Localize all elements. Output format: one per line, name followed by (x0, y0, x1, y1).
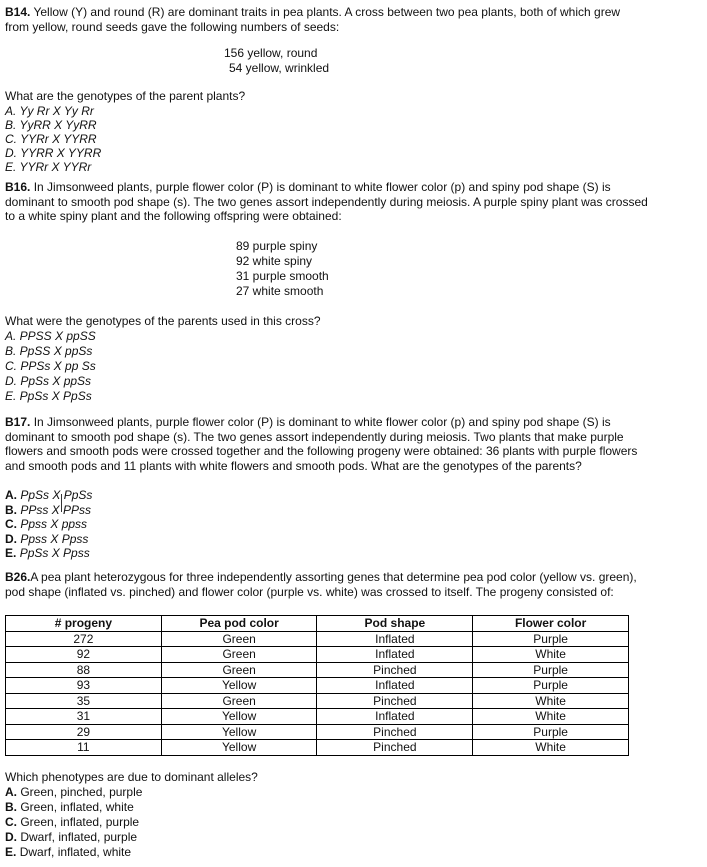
question-b17 (5, 415, 637, 473)
question-intro: Yellow (Y) and round (R) are dominant traits in pea plants. A cross between two pea plants, both of which grew (33, 5, 621, 19)
option-text: PpSs X PpSs (20, 488, 93, 502)
option-letter: C. (5, 517, 17, 531)
answer-option: C. PPSs X pp Ss (5, 359, 96, 373)
table-cell: White (473, 740, 629, 756)
count-line: 31 purple smooth (236, 269, 329, 283)
count-line: 27 white smooth (236, 284, 324, 298)
table-cell: Pinched (317, 740, 473, 756)
question-intro: In Jimsonweed plants, purple flower color (P) is dominant to white flower color (p) and spiny pod shape (S) is (33, 415, 611, 429)
count-line: 89 purple spiny (236, 239, 318, 253)
question-number: B17. (5, 415, 31, 429)
column-header: Pod shape (317, 616, 473, 632)
option-text: Dwarf, inflated, white (19, 845, 132, 859)
answer-option: C. YYRr X YYRR (5, 131, 97, 146)
table-cell: Inflated (317, 709, 473, 725)
table-cell: Pinched (317, 724, 473, 740)
table-cell: White (473, 709, 629, 725)
seed-counts (224, 46, 329, 76)
table-row (6, 631, 629, 647)
question-number: B26. (5, 570, 31, 584)
question-number: B16. (5, 180, 31, 194)
question-prompt: Which phenotypes are due to dominant alleles? (5, 770, 258, 784)
table-cell: Inflated (317, 631, 473, 647)
table-cell: Yellow (161, 740, 317, 756)
column-header: Pea pod color (161, 616, 317, 632)
table-row (6, 662, 629, 678)
option-letter: D. (5, 531, 17, 546)
option-text: Dwarf, inflated, purple (20, 830, 138, 844)
table-cell: Yellow (161, 724, 317, 740)
table-cell: Yellow (161, 678, 317, 694)
column-header: Flower color (473, 616, 629, 632)
question-number: B14. (5, 5, 31, 19)
question-prompt: What are the genotypes of the parent plants? (5, 89, 246, 103)
question-intro: In Jimsonweed plants, purple flower color (P) is dominant to white flower color (p) and spiny pod shape (S) is (33, 180, 611, 194)
table-cell: Purple (473, 631, 629, 647)
question-b26 (5, 570, 637, 599)
table-cell: Green (161, 662, 317, 678)
option-letter: E. (5, 845, 17, 859)
question-intro-cont: from yellow, round seeds gave the following numbers of seeds: (5, 19, 340, 34)
option-letter: B. (5, 800, 17, 814)
question-prompt: What were the genotypes of the parents used in this cross? (5, 314, 321, 328)
progeny-table (5, 615, 629, 756)
table-cell: 92 (6, 647, 162, 663)
b17-options (5, 488, 92, 561)
table-cell: Yellow (161, 709, 317, 725)
answer-option: B. YyRR X YyRR (5, 117, 97, 132)
answer-option: D. YYRR X YYRR (5, 145, 102, 160)
table-cell: 35 (6, 693, 162, 709)
option-letter: B. (5, 502, 17, 517)
column-header: # progeny (6, 616, 162, 632)
question-b16 (5, 180, 648, 224)
table-cell: White (473, 693, 629, 709)
count-line: 156 yellow, round (224, 46, 318, 60)
count-line: 54 yellow, wrinkled (229, 61, 330, 75)
table-cell: Purple (473, 678, 629, 694)
text-cursor (61, 494, 63, 512)
table-cell: 93 (6, 678, 162, 694)
option-letter: E. (5, 546, 17, 560)
option-text: PpSs X Ppss (19, 546, 90, 560)
table-header-row (6, 616, 629, 632)
option-text: Green, inflated, white (20, 800, 134, 814)
answer-option: A. PPSS X ppSS (5, 329, 96, 343)
table-cell: Green (161, 693, 317, 709)
answer-option: E. YYRr X YYRr (5, 159, 92, 174)
table-cell: 272 (6, 631, 162, 647)
table-row (6, 678, 629, 694)
question-intro-cont: pod shape (inflated vs. pinched) and flower color (purple vs. white) was crossed to itself. The progeny consisted of: (5, 584, 614, 599)
option-text: PPss X PPss (20, 502, 92, 517)
table-cell: Pinched (317, 693, 473, 709)
answer-option: D. PpSs X ppSs (5, 374, 92, 388)
b26-prompt (5, 770, 258, 860)
option-text: Ppss X Ppss (20, 531, 89, 546)
question-b14 (5, 5, 620, 34)
option-text: Green, inflated, purple (20, 815, 140, 829)
offspring-counts (236, 239, 329, 299)
answer-option: E. PpSs X PpSs (5, 389, 92, 403)
table-row (6, 709, 629, 725)
option-letter: A. (5, 785, 17, 799)
question-intro: A pea plant heterozygous for three independently assorting genes that determine pea pod color (yellow vs. green), (30, 570, 637, 584)
option-letter: A. (5, 488, 17, 502)
b14-prompt (5, 89, 245, 174)
table-cell: 29 (6, 724, 162, 740)
question-intro-cont: dominant to smooth pod shape (s). The two genes assort independently during meiosis. A purple spiny plant was crossed (5, 194, 648, 209)
table-cell: White (473, 647, 629, 663)
table-cell: 31 (6, 709, 162, 725)
answer-option: B. PpSS X ppSs (5, 344, 93, 358)
table-cell: Inflated (317, 647, 473, 663)
option-text: Green, pinched, purple (20, 785, 143, 799)
table-cell: Inflated (317, 678, 473, 694)
table-cell: Purple (473, 724, 629, 740)
table-cell: Purple (473, 662, 629, 678)
table-row (6, 647, 629, 663)
question-intro-cont: dominant to smooth pod shape (s). The two genes assort independently during meiosis. Two plants that make purple (5, 429, 624, 444)
table-cell: 11 (6, 740, 162, 756)
question-intro-cont: flowers and smooth pods were crossed together and the following progeny were obtained: 36 plants with purple flowers (5, 444, 638, 458)
table-cell: Pinched (317, 662, 473, 678)
answer-option: A. Yy Rr X Yy Rr (5, 103, 94, 118)
option-letter: D. (5, 830, 17, 844)
question-intro-cont: to a white spiny plant and the following offspring were obtained: (5, 209, 342, 223)
table-cell: 88 (6, 662, 162, 678)
table-cell: Green (161, 647, 317, 663)
option-letter: C. (5, 815, 17, 829)
table-cell: Green (161, 631, 317, 647)
option-text: Ppss X ppss (20, 517, 88, 531)
question-intro-cont: and smooth pods and 11 plants with white flowers and smooth pods. What are the genotypes of the parents? (5, 458, 582, 473)
b16-prompt (5, 314, 321, 404)
table-row (6, 693, 629, 709)
table-row (6, 740, 629, 756)
count-line: 92 white spiny (236, 254, 313, 268)
table-row (6, 724, 629, 740)
